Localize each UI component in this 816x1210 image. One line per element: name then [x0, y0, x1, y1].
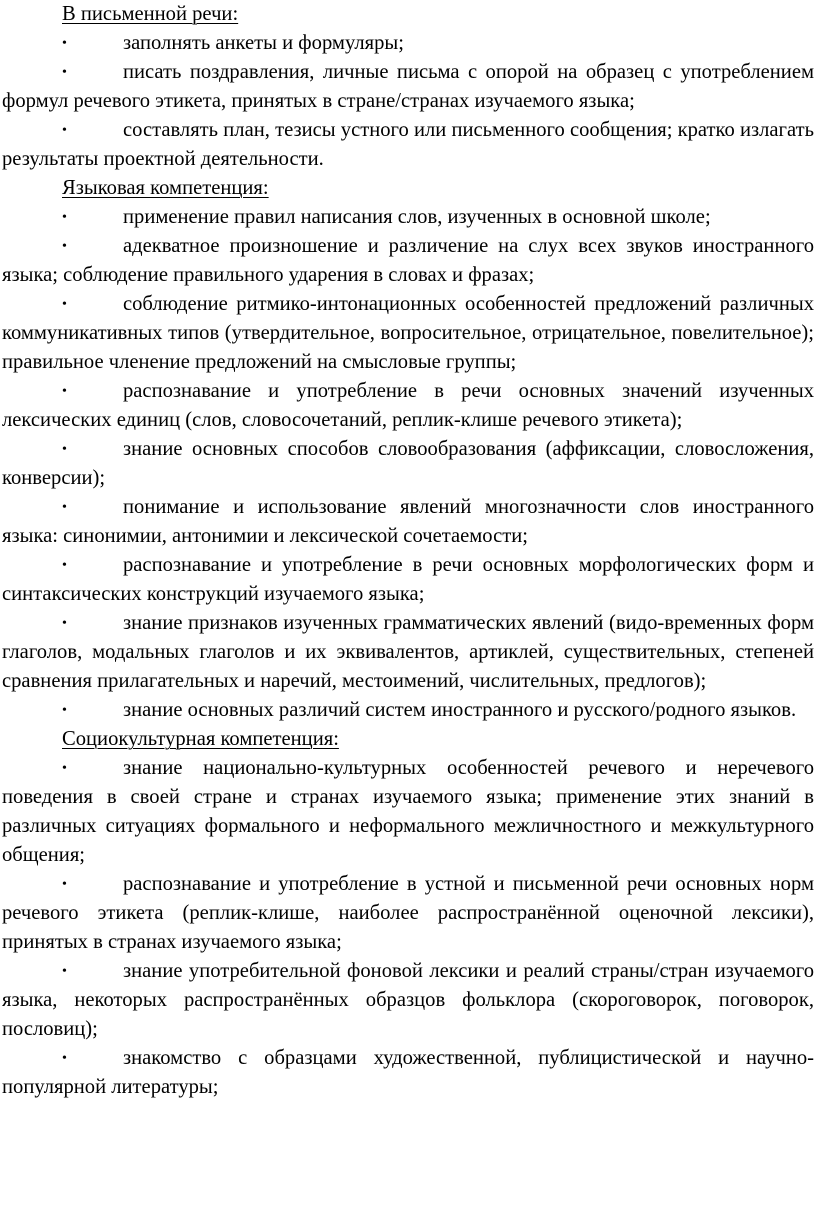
list-item: • распознавание и употребление в речи основных значений изученных лексических единиц (слов, словосочетаний, реплик-клише речевого этикета); — [2, 377, 814, 435]
section-heading-written-speech: В письменной речи: — [62, 3, 239, 25]
list-item: • распознавание и употребление в речи основных морфологических форм и синтаксических конструкций изучаемого языка; — [2, 551, 814, 609]
bullet-icon: • — [62, 558, 67, 573]
document-page — [2, 0, 814, 1102]
bullet-icon: • — [62, 761, 67, 776]
list-item: • заполнять анкеты и формуляры; — [2, 29, 814, 58]
bullet-icon: • — [62, 703, 67, 718]
list-item: • знание признаков изученных грамматических явлений (видо-временных форм глаголов, модальных глаголов и их эквивалентов, артиклей, существительных, степеней сравнения прилагательных и наречий, местоимений, числительных, предлогов); — [2, 609, 814, 696]
bullet-icon: • — [62, 36, 67, 51]
list-item: • адекватное произношение и различение на слух всех звуков иностранного языка; соблюдение правильного ударения в словах и фразах; — [2, 232, 814, 290]
bullet-icon: • — [62, 1051, 67, 1066]
bullet-icon: • — [62, 442, 67, 457]
bullet-icon: • — [62, 500, 67, 515]
bullet-icon: • — [62, 65, 67, 80]
section-heading-sociocultural-competence: Социокультурная компетенция: — [62, 728, 339, 750]
section-heading-language-competence: Языковая компетенция: — [62, 177, 269, 199]
bullet-icon: • — [62, 384, 67, 399]
list-item: • знание основных различий систем иностранного и русского/родного языков. — [2, 696, 814, 725]
bullet-icon: • — [62, 877, 67, 892]
list-item: • составлять план, тезисы устного или письменного сообщения; кратко излагать результаты проектной деятельности. — [2, 116, 814, 174]
list-item: • знакомство с образцами художественной, публицистической и научно-популярной литературы; — [2, 1044, 814, 1102]
list-item: • знание основных способов словообразования (аффиксации, словосложения, конверсии); — [2, 435, 814, 493]
bullet-icon: • — [62, 297, 67, 312]
bullet-icon: • — [62, 616, 67, 631]
bullet-icon: • — [62, 964, 67, 979]
list-item: • знание употребительной фоновой лексики и реалий страны/стран изучаемого языка, некоторых распространённых образцов фольклора (скороговорок, поговорок, пословиц); — [2, 957, 814, 1044]
list-item: • соблюдение ритмико-интонационных особенностей предложений различных коммуникативных типов (утвердительное, вопросительное, отрицательное, повелительное); правильное членение предложений на смысловые группы; — [2, 290, 814, 377]
list-item: • писать поздравления, личные письма с опорой на образец с употреблением формул речевого этикета, принятых в стране/странах изучаемого языка; — [2, 58, 814, 116]
bullet-icon: • — [62, 210, 67, 225]
bullet-icon: • — [62, 239, 67, 254]
list-item: • понимание и использование явлений многозначности слов иностранного языка: синонимии, антонимии и лексической сочетаемости; — [2, 493, 814, 551]
list-item: • распознавание и употребление в устной и письменной речи основных норм речевого этикета (реплик-клише, наиболее распространённой оценочной лексики), принятых в странах изучаемого языка; — [2, 870, 814, 957]
bullet-icon: • — [62, 123, 67, 138]
list-item: • применение правил написания слов, изученных в основной школе; — [2, 203, 814, 232]
list-item: • знание национально-культурных особенностей речевого и неречевого поведения в своей стране и странах изучаемого языка; применение этих знаний в различных ситуациях формального и неформального межличностного и межкультурного общения; — [2, 754, 814, 870]
